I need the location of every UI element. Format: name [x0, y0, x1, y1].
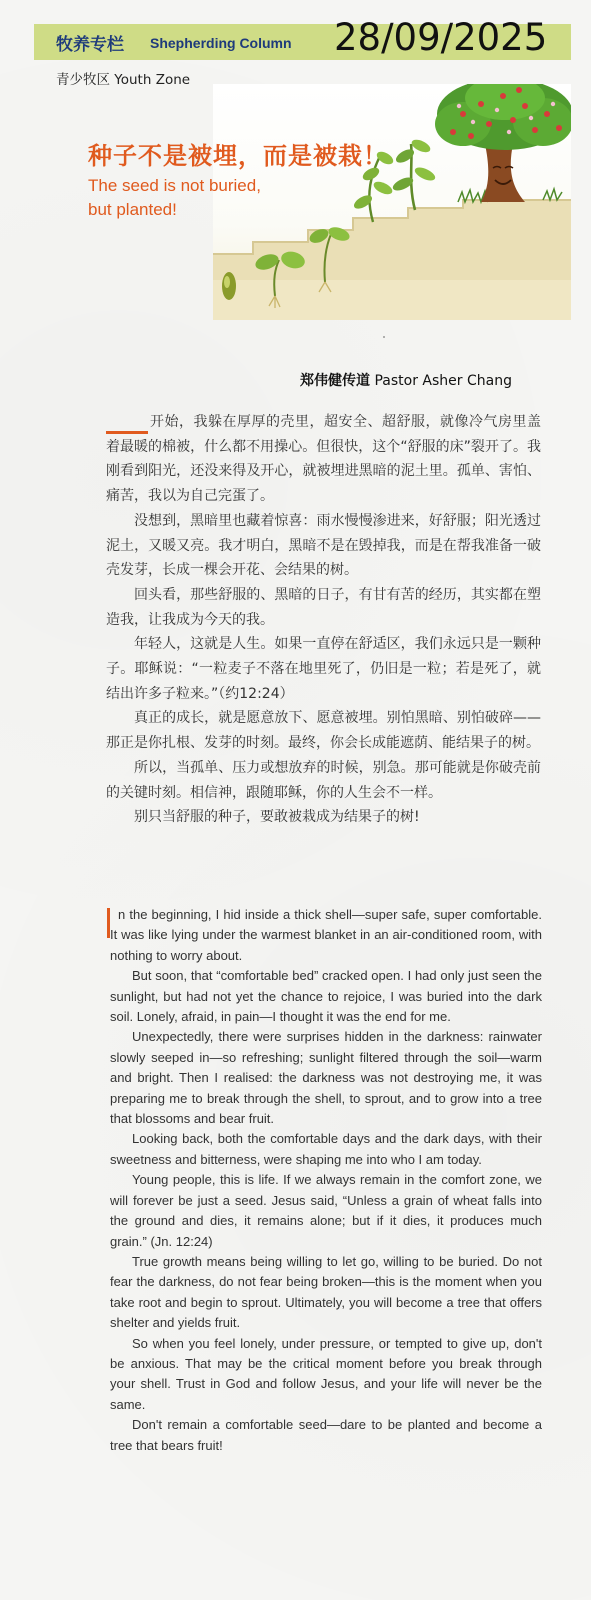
paragraph-en: True growth means being willing to let go, willing to be buried. Do not fear the darkness, do not fear being broken—this is the moment when you take root and begin to sprout. Ultimately, you will become a tree that offers shelter and yields fruit. [110, 1253, 542, 1331]
zone-label: 青少牧区 Youth Zone [56, 72, 191, 88]
paragraph-en: Unexpectedly, there were surprises hidden in the darkness: rainwater slowly seeped in—so refreshing; sunlight filtered through the soil—warm and bright. Then I realised: the darkness was not destroying me, it was preparing me to break through the shell, to sprout, and to grow into a tree that blossoms and bear fruit. [110, 1029, 542, 1127]
paragraph-en: Young people, this is life. If we always remain in the comfort zone, we will forever be just a seed. Jesus said, “Unless a grain of wheat falls into the ground and dies, it remains alone; but if it dies, it produces much grain.” (Jn. 12:24) [110, 1172, 542, 1249]
column-title-en: Shepherding Column [150, 35, 292, 51]
paragraph-en: n the beginning, I hid inside a thick shell—super safe, super comfortable. It was like lying under the warmest blanket in an air-conditioned room, with nothing to worry about. [110, 907, 542, 963]
paragraph-en: Looking back, both the comfortable days and the dark days, with their sweetness and bitterness, were shaping me into who I am today. [110, 1131, 542, 1167]
issue-date: 28/09/2025 [334, 16, 548, 59]
paragraph-en: So when you feel lonely, under pressure, or tempted to give up, don't be anxious. That may be the critical moment before you break through your shell. Trust in God and follow Jesus, and your life will never be the same. [110, 1335, 542, 1412]
author-byline [300, 370, 512, 390]
author-name-cn: 郑伟健传道 [300, 373, 370, 389]
article-body-en [110, 905, 542, 1456]
paragraph-cn: 真正的成长，就是愿意放下、愿意被埋。别怕黑暗、别怕破碎——那正是你扎根、发芽的时刻。最终，你会长成能遮荫、能结果子的树。 [106, 710, 541, 752]
decorative-dot [383, 336, 385, 338]
article-body-cn [106, 410, 541, 830]
paragraph-cn: 回头看，那些舒服的、黑暗的日子，有甘有苦的经历，其实都在塑造我，让我成为今天的我。 [106, 586, 541, 628]
paragraph-cn: 开始，我躲在厚厚的壳里，超安全、超舒服，就像冷气房里盖着最暖的棉被，什么都不用操心。但很快，这个“舒服的床”裂开了。我刚看到阳光，还没来得及开心，就被埋进黑暗的泥土里。孤单、害怕、痛苦，我以为自己完蛋了。 [106, 414, 541, 505]
paragraph-cn: 别只当舒服的种子，要敢被栽成为结果子的树! [134, 809, 420, 826]
paragraph-cn: 没想到，黑暗里也藏着惊喜：雨水慢慢渗进来，好舒服；阳光透过泥土，又暖又亮。我才明白，黑暗不是在毁掉我，而是在帮我准备一破壳发芽，长成一棵会开花、会结果的树。 [106, 512, 541, 579]
paragraph-en: Don't remain a comfortable seed—dare to be planted and become a tree that bears fruit! [110, 1417, 542, 1453]
headline-en-line-1: The seed is not buried, [88, 176, 261, 195]
author-name-en: Pastor Asher Chang [374, 373, 512, 389]
paragraph-cn: 所以，当孤单、压力或想放弃的时候，别急。那可能就是你破壳前的关键时刻。相信神，跟随耶稣，你的人生会不一样。 [106, 759, 541, 801]
headline-en [88, 174, 288, 222]
column-title-cn: 牧养专栏 [56, 35, 124, 55]
paragraph-cn: 年轻人，这就是人生。如果一直停在舒适区，我们永远只是一颗种子。耶稣说：“一粒麦子不落在地里死了，仍旧是一粒；若是死了，就结出许多子粒来。”（约12:24） [106, 636, 541, 702]
paragraph-en: But soon, that “comfortable bed” cracked open. I had only just seen the sunlight, but had not yet the chance to rejoice, I was buried into the dark soil. Lonely, afraid, in pain—I thought it was the end for me. [110, 968, 542, 1025]
headline-en-line-2: but planted! [88, 200, 177, 219]
headline-cn: 种子不是被埋，而是被栽！ [88, 142, 388, 170]
